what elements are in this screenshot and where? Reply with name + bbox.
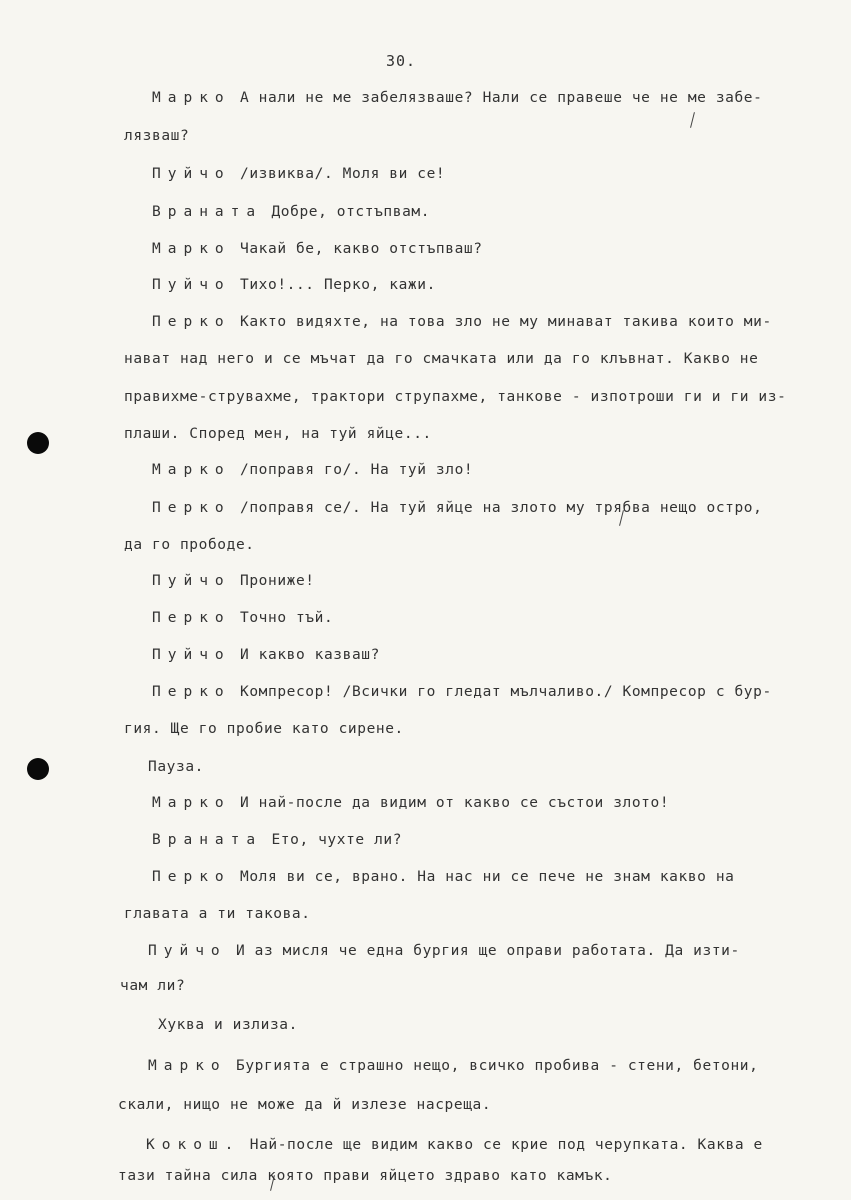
speaker-name: Марко (152, 241, 231, 257)
script-line (152, 500, 762, 516)
speaker-name: Марко (152, 462, 231, 478)
script-line (152, 462, 473, 478)
script-line (124, 426, 432, 442)
line-text: главата а ти такова. (124, 906, 311, 922)
line-text: Прониже! (240, 573, 315, 589)
speaker-name: Перко (152, 314, 231, 330)
speaker-name: Перко (152, 610, 231, 626)
punch-hole (27, 432, 49, 454)
script-line (118, 1168, 612, 1184)
speaker-name: Враната (152, 204, 263, 220)
line-text: лязваш? (124, 128, 190, 144)
line-text: тази тайна сила която прави яйцето здраво като камък. (118, 1168, 613, 1184)
script-line (152, 90, 762, 106)
line-text: И най-после да видим от какво се състои злото! (240, 795, 670, 811)
speaker-name: Пуйчо (152, 647, 231, 663)
line-text: Точно тъй. (240, 610, 334, 626)
script-line (120, 978, 185, 994)
line-text: правихме-струвахме, трактори струпахме, танкове - изпотроши ги и ги из- (124, 389, 787, 405)
line-text: Хуква и излиза. (158, 1017, 298, 1033)
line-text: Най-после ще видим какво се крие под черупката. Каква е (249, 1137, 763, 1153)
punch-hole (27, 758, 49, 780)
script-line (124, 351, 758, 367)
line-text: да го прободе. (124, 537, 255, 553)
script-line (152, 241, 483, 257)
line-text: гия. Ще го пробие като сирене. (124, 721, 404, 737)
script-line (152, 795, 669, 811)
speaker-name: Пуйчо (152, 166, 231, 182)
line-text: скали, нищо не може да й излезе насреща. (118, 1097, 492, 1113)
line-text: Както видяхте, на това зло не му минават такива които ми- (240, 314, 772, 330)
script-line (148, 943, 740, 959)
script-line (124, 128, 189, 144)
script-line (152, 610, 333, 626)
script-line (124, 537, 255, 553)
script-line (152, 166, 445, 182)
stage-direction (158, 1017, 298, 1033)
speaker-name: Враната (152, 832, 263, 848)
line-text: Чакай бе, какво отстъпваш? (240, 241, 483, 257)
script-line (124, 389, 786, 405)
script-line (152, 684, 772, 700)
script-line (152, 204, 430, 220)
speaker-name: Перко (152, 869, 231, 885)
speaker-name: Пуйчо (152, 573, 231, 589)
line-text: И аз мисля че една бургия ще оправи работата. Да изти- (236, 943, 740, 959)
script-line (124, 721, 404, 737)
line-text: нават над него и се мъчат да го смачката или да го клъвнат. Какво не (124, 351, 759, 367)
line-text: И какво казваш? (240, 647, 380, 663)
line-text: Моля ви се, врано. На нас ни се пече не знам какво на (240, 869, 735, 885)
line-text: чам ли? (120, 978, 186, 994)
speaker-name: Кокош. (146, 1137, 241, 1153)
speaker-name: Пуйчо (148, 943, 227, 959)
speaker-name: Марко (152, 795, 231, 811)
script-line (152, 832, 402, 848)
line-text: плаши. Според мен, на туй яйце... (124, 426, 432, 442)
speaker-name: Пуйчо (152, 277, 231, 293)
script-line (152, 314, 772, 330)
line-text: Бургията е страшно нещо, всичко пробива - стени, бетони, (236, 1058, 759, 1074)
line-text: Пауза. (148, 759, 204, 775)
line-text: /извиква/. Моля ви се! (240, 166, 446, 182)
script-line (152, 277, 436, 293)
speaker-name: Перко (152, 684, 231, 700)
script-line (152, 573, 315, 589)
speaker-name: Марко (148, 1058, 227, 1074)
script-line (148, 1058, 758, 1074)
stage-direction (148, 759, 204, 775)
line-text: /поправя го/. На туй зло! (240, 462, 474, 478)
handwritten-mark (690, 112, 695, 128)
script-line (152, 647, 380, 663)
script-line (152, 869, 734, 885)
line-text: Компресор! /Всички го гледат мълчаливо./ Компресор с бур- (240, 684, 772, 700)
line-text: Ето, чухте ли? (271, 832, 403, 848)
script-line (118, 1097, 491, 1113)
page-number: 30. (386, 52, 417, 70)
script-line (146, 1137, 763, 1153)
script-line (124, 906, 311, 922)
speaker-name: Марко (152, 90, 231, 106)
line-text: /поправя се/. На туй яйце на злото му трябва нещо остро, (240, 500, 763, 516)
line-text: А нали не ме забелязваше? Нали се правеше че не ме забе- (240, 90, 763, 106)
speaker-name: Перко (152, 500, 231, 516)
line-text: Добре, отстъпвам. (271, 204, 431, 220)
line-text: Тихо!... Перко, кажи. (240, 277, 436, 293)
